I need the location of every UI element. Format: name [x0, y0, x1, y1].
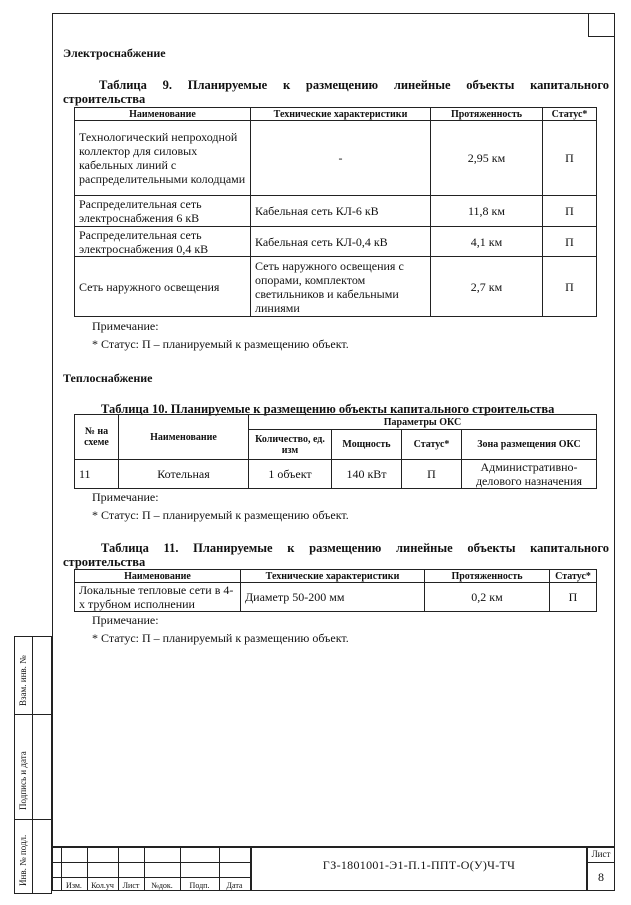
table-row	[75, 257, 597, 317]
table10-note-text: * Статус: П – планируемый к размещению объект.	[92, 508, 349, 522]
table9-header-spec: Технические характеристики	[251, 108, 431, 121]
table11-caption-line1: Таблица 11. Планируемые к размещению линейные объекты капитального	[101, 541, 609, 555]
stamp-col-list: Лист	[122, 881, 140, 890]
table10-caption: Таблица 10. Планируемые к размещению объекты капитального строительства	[101, 402, 555, 416]
title-block-rule	[586, 862, 615, 863]
table10-header-qty: Количество, ед. изм	[249, 430, 332, 460]
table9	[74, 107, 597, 317]
table9-cell-length: 2,95 км	[431, 121, 543, 196]
side-label-replace: Взам. инв. №	[18, 655, 28, 706]
table11-header-length: Протяженность	[425, 570, 550, 583]
side-label-inventory: Инв. № подл.	[18, 834, 28, 886]
corner-box	[588, 13, 615, 37]
table10-header-zone: Зона размещения ОКС	[462, 430, 597, 460]
table10-header-params: Параметры ОКС	[249, 415, 597, 430]
table10-header-name: Наименование	[119, 415, 249, 460]
table11-cell-status: П	[550, 583, 597, 612]
table10-header-power: Мощность	[332, 430, 402, 460]
table11-cell-spec: Диаметр 50-200 мм	[241, 583, 425, 612]
table9-cell-status: П	[543, 196, 597, 227]
table9-cell-name: Распределительная сеть электроснабжения 6 кВ	[75, 196, 251, 227]
table9-cell-status: П	[543, 227, 597, 257]
table10-cell-name: Котельная	[119, 460, 249, 489]
table11	[74, 569, 597, 612]
title-block-rule	[52, 877, 250, 878]
sheet-label: Лист	[591, 849, 611, 859]
table10-cell-status: П	[402, 460, 462, 489]
table-row	[75, 460, 597, 489]
stamp-col-izm: Изм.	[66, 881, 82, 890]
table9-cell-name: Сеть наружного освещения	[75, 257, 251, 317]
table-row	[75, 583, 597, 612]
table9-cell-length: 4,1 км	[431, 227, 543, 257]
table10-cell-power: 140 кВт	[332, 460, 402, 489]
stamp-col-data: Дата	[226, 881, 243, 890]
side-stamp-rule	[15, 819, 51, 820]
title-block-rule	[52, 846, 615, 848]
table10-note-label: Примечание:	[92, 490, 159, 504]
table9-header-name: Наименование	[75, 108, 251, 121]
table11-caption-line2: строительства	[63, 555, 146, 569]
table9-cell-name: Распределительная сеть электроснабжения 0,4 кВ	[75, 227, 251, 257]
table9-header-status: Статус*	[543, 108, 597, 121]
sheet-number: 8	[598, 870, 604, 884]
table9-cell-spec: Кабельная сеть КЛ-0,4 кВ	[251, 227, 431, 257]
table10-cell-qty: 1 объект	[249, 460, 332, 489]
title-block	[52, 846, 615, 891]
table11-caption	[63, 541, 609, 555]
title-block-rule	[52, 862, 250, 863]
table9-cell-spec: Сеть наружного освещения с опорами, комплектом светильников и кабельными линиями	[251, 257, 431, 317]
table11-note-text: * Статус: П – планируемый к размещению объект.	[92, 631, 349, 645]
table-row	[75, 196, 597, 227]
table9-cell-length: 2,7 км	[431, 257, 543, 317]
table9-cell-spec: Кабельная сеть КЛ-6 кВ	[251, 196, 431, 227]
table9-caption-line2: строительства	[63, 92, 146, 106]
table10-cell-num: 11	[75, 460, 119, 489]
table11-note-label: Примечание:	[92, 613, 159, 627]
table11-header-spec: Технические характеристики	[241, 570, 425, 583]
table-row	[75, 227, 597, 257]
table10-header-status: Статус*	[402, 430, 462, 460]
section-heading-heat: Теплоснабжение	[63, 371, 153, 385]
table11-header-name: Наименование	[75, 570, 241, 583]
table9-cell-name: Технологический непроходной коллектор для силовых кабельных линий с распределительными колодцами	[75, 121, 251, 196]
stamp-col-ndok: №док.	[151, 881, 173, 890]
table11-header-status: Статус*	[550, 570, 597, 583]
table9-header-length: Протяженность	[431, 108, 543, 121]
table9-cell-status: П	[543, 257, 597, 317]
side-stamp-divider	[32, 637, 33, 893]
table9-header-row	[75, 108, 597, 121]
table9-caption	[63, 78, 609, 92]
side-stamp-rule	[15, 714, 51, 715]
table11-cell-length: 0,2 км	[425, 583, 550, 612]
table9-cell-status: П	[543, 121, 597, 196]
table9-cell-spec: -	[251, 121, 431, 196]
stamp-col-koluch: Кол.уч	[91, 881, 114, 890]
table-row	[75, 121, 597, 196]
table9-caption-line1: Таблица 9. Планируемые к размещению линейные объекты капитального	[99, 78, 609, 92]
document-code: ГЗ-1801001-Э1-П.1-ППТ-О(У)Ч-ТЧ	[322, 858, 516, 872]
section-heading-power: Электроснабжение	[63, 46, 166, 60]
side-label-signature: Подпись и дата	[18, 751, 28, 810]
table10-header-row	[75, 415, 597, 430]
table9-note-label: Примечание:	[92, 319, 159, 333]
table9-cell-length: 11,8 км	[431, 196, 543, 227]
table10-header-num: № на схеме	[75, 415, 119, 460]
table10	[74, 414, 597, 489]
stamp-col-podp: Подп.	[189, 881, 210, 890]
table11-cell-name: Локальные тепловые сети в 4-х трубном исполнении	[75, 583, 241, 612]
table11-header-row	[75, 570, 597, 583]
table9-note-text: * Статус: П – планируемый к размещению объект.	[92, 337, 349, 351]
table10-cell-zone: Административно-делового назначения	[462, 460, 597, 489]
